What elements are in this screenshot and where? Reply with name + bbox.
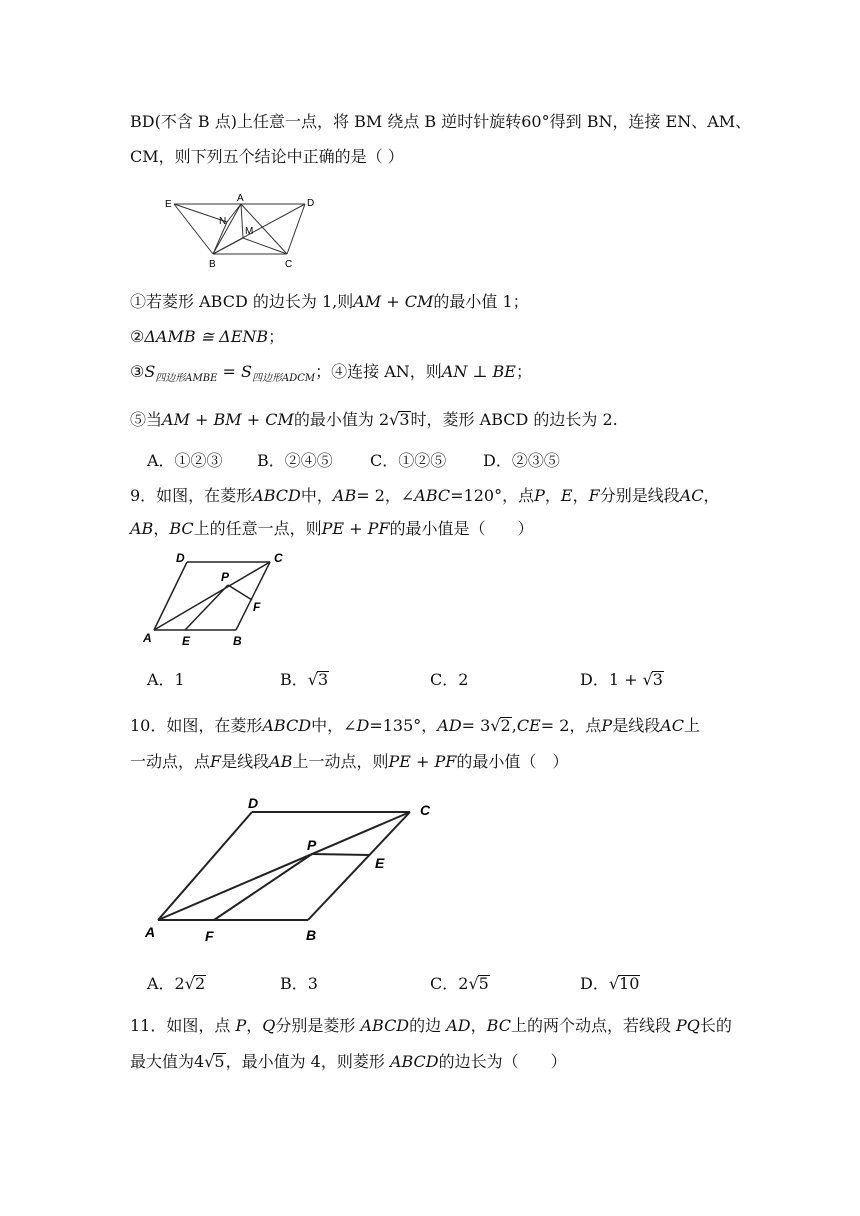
q10-label-b: B [306, 927, 317, 943]
q8-option-b: B．②④⑤ [257, 451, 333, 470]
q8-line-1: BD(不含 B 点)上任意一点，将 BM 绕点 B 逆时针旋转60°得到 BN，连接 EN、AM、 [130, 112, 752, 131]
q10-label-a: A [145, 924, 156, 940]
q8-s3-s1: S [144, 362, 156, 381]
q9-label-d: D [176, 551, 185, 565]
q8-s2-pre: ② [130, 327, 145, 346]
q8-s5-math: AM + BM + CM [162, 410, 294, 429]
q8-s3-pre: ③ [130, 362, 145, 381]
q8-s5-mid: 的最小值为 2 [293, 410, 390, 429]
q9-label-c: C [274, 551, 283, 565]
q8-label-e: E [165, 199, 172, 210]
q9-line-2: AB，BC上的任意一点，则PE + PF的最小值是（ ） [130, 519, 534, 538]
q8-option-d: D．②③⑤ [483, 451, 560, 470]
sqrt-icon: √ [307, 670, 318, 689]
q8-s2-math: ΔAMB ≅ ΔENB [144, 327, 269, 346]
q8-s1-pre: ①若菱形 ABCD 的边长为 1,则 [130, 292, 354, 311]
q8-label-d: D [307, 198, 315, 209]
q10-label-d: D [248, 795, 259, 811]
q10-option-d: D．√10 [580, 974, 640, 993]
q8-s1-math: AM + CM [353, 292, 434, 311]
q8-label-m: M [245, 226, 254, 237]
q8-s5-post: 时，菱形 ABCD 的边长为 2. [410, 410, 618, 429]
q9-label-p: P [221, 570, 230, 584]
q10-label-f: F [205, 928, 214, 944]
q8-s3-sub1: 四边形AMBE [155, 373, 218, 384]
q8-statement-3-4 [130, 362, 532, 389]
q8-s3-eq: = [217, 362, 241, 381]
q8-line-2: CM，则下列五个结论中正确的是（ ） [130, 147, 404, 166]
sqrt-icon: √ [204, 1052, 215, 1071]
q8-s3-sub2: 四边形ADCM [251, 373, 316, 384]
q9-option-a: A．1 [147, 670, 185, 689]
q8-s3-post: ； [515, 362, 532, 381]
q9-line-1: 9．如图，在菱形ABCD中，AB= 2，∠ABC=120°，点P，E，F分别是线段AC， [130, 486, 720, 505]
q10-label-e: E [375, 855, 385, 871]
sqrt-icon: √ [184, 974, 195, 993]
q8-option-a: A．①②③ [147, 451, 223, 470]
q8-option-c: C．①②⑤ [370, 451, 447, 470]
q8-label-n: N [219, 216, 227, 227]
sqrt-icon: √ [608, 974, 620, 993]
sqrt-icon: √ [468, 974, 479, 993]
q9-label-e: E [182, 634, 191, 648]
q10-label-c: C [420, 802, 431, 818]
q9-option-b: B．√3 [280, 670, 329, 689]
q9-label-f: F [253, 600, 261, 614]
q8-s5-pre: ⑤当 [130, 410, 163, 429]
q9-option-c: C．2 [430, 670, 469, 689]
q8-s3-math: AN ⊥ BE [441, 362, 516, 381]
q8-s3-s2: S [241, 362, 252, 381]
q9-figure [140, 548, 300, 650]
sqrt-icon: √ [389, 410, 400, 429]
q9-option-d: D．1 + √3 [580, 670, 663, 689]
q9-label-a: A [143, 631, 152, 645]
q10-figure [140, 790, 440, 950]
q9-label-b: B [233, 634, 242, 648]
q8-statement-5 [130, 410, 618, 430]
q8-label-a: A [237, 193, 244, 204]
q10-line-1: 10．如图，在菱形ABCD中，∠D=135°，AD= 3√2,CE= 2，点P是线段AC上 [130, 716, 701, 735]
q10-line-2: 一动点，点F是线段AB上一动点，则PE + PF的最小值（ ） [130, 752, 569, 771]
q8-statement-2 [130, 327, 284, 347]
sqrt-icon: √ [490, 716, 501, 735]
q8-figure [155, 192, 330, 270]
q10-option-b: B．3 [280, 974, 318, 993]
q8-statement-1 [130, 292, 529, 312]
q10-label-p: P [307, 837, 317, 853]
q8-s3-mid: ；④连接 AN，则 [315, 362, 442, 381]
sqrt-icon: √ [642, 670, 653, 689]
q8-s2-post: ； [268, 327, 285, 346]
q11-line-2: 最大值为4√5，最小值为 4，则菱形 ABCD的边长为（ ） [130, 1052, 567, 1071]
q11-line-1: 11．如图，点 P，Q分别是菱形 ABCD的边 AD，BC上的两个动点，若线段 PQ长的 [130, 1016, 732, 1035]
q8-label-b: B [209, 259, 216, 270]
q8-s5-rad: 3 [399, 410, 410, 429]
q8-label-c: C [285, 259, 293, 270]
q10-option-a: A．2√2 [147, 974, 206, 993]
q10-option-c: C．2√5 [430, 974, 489, 993]
q8-s1-post: 的最小值 1； [433, 292, 529, 311]
